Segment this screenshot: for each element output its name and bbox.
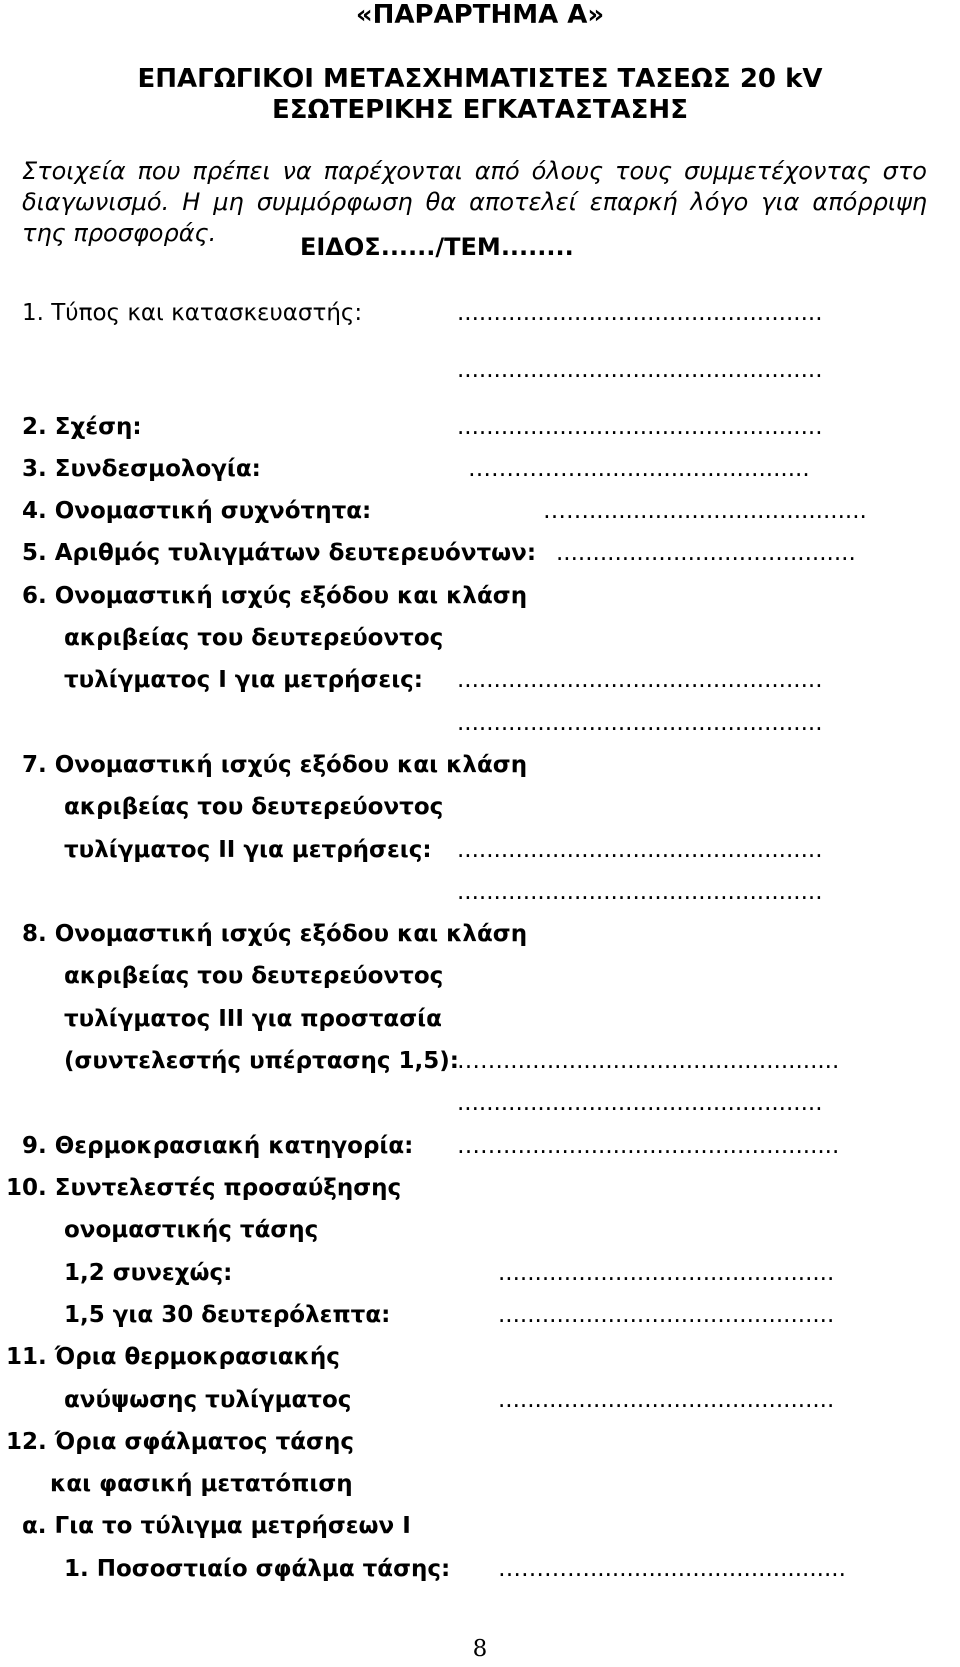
item-10-sub-2-dots[interactable]: .............................................. <box>498 1302 835 1328</box>
item-7-line-3: τυλίγματος ΙΙ για μετρήσεις: <box>64 837 432 863</box>
item-6-dots-b[interactable]: .................................................. <box>457 710 823 736</box>
item-1-dots-b[interactable]: .................................................. <box>457 357 823 383</box>
item-11-line-1: 11. Όρια θερμοκρασιακής <box>6 1344 340 1370</box>
item-2-label: 2. Σχέση: <box>22 414 142 440</box>
item-12-line-2: και φασική μετατόπιση <box>50 1471 353 1497</box>
item-10-sub-2: 1,5 για 30 δευτερόλεπτα: <box>64 1302 391 1328</box>
item-5-label: 5. Αριθμός τυλιγμάτων δευτερευόντων: <box>22 540 537 566</box>
item-7-dots-a[interactable]: .................................................. <box>457 837 823 863</box>
item-1-label: 1. Τύπος και κατασκευαστής: <box>22 300 363 326</box>
item-8-line-4: (συντελεστής υπέρτασης 1,5): <box>64 1048 459 1074</box>
item-10-sub-1: 1,2 συνεχώς: <box>64 1260 233 1286</box>
title-line-1: ΕΠΑΓΩΓΙΚΟΙ ΜΕΤΑΣΧΗΜΑΤΙΣΤΕΣ ΤΑΣΕΩΣ 20 kV <box>137 64 823 94</box>
item-4-dots[interactable]: ……...................................... <box>543 498 867 524</box>
intro-paragraph: Στοιχεία που πρέπει να παρέχονται από όλους τους συμμετέχοντας στο διαγωνισμό. Η μη συμμόρφωση θα αποτελεί επαρκή λόγο για απόρριψη της προσφοράς. <box>22 157 927 247</box>
item-7-line-1: 7. Ονομαστική ισχύς εξόδου και κλάση <box>22 752 528 778</box>
item-5-dots[interactable]: ......................................... <box>556 540 856 566</box>
item-6-line-1: 6. Ονομαστική ισχύς εξόδου και κλάση <box>22 583 528 609</box>
item-6-line-2: ακριβείας του δευτερεύοντος <box>64 625 444 651</box>
item-10-sub-1-dots[interactable]: .............................................. <box>498 1260 835 1286</box>
page-number: 8 <box>472 1636 488 1662</box>
annex-heading: «ΠΑΡΑΡΤΗΜΑ Α» <box>355 0 605 30</box>
item-3-label: 3. Συνδεσμολογία: <box>22 456 261 482</box>
item-2-dots[interactable]: .................................................. <box>457 414 823 440</box>
item-11-line-2: ανύψωσης τυλίγματος <box>64 1387 352 1413</box>
item-10-line-1: 10. Συντελεστές προσαύξησης <box>6 1175 402 1201</box>
item-8-dots-a[interactable]: …….............................................. <box>457 1048 840 1074</box>
item-7-dots-b[interactable]: .................................................. <box>457 879 823 905</box>
item-12-line-1: 12. Όρια σφάλματος τάσης <box>6 1429 354 1455</box>
item-4-label: 4. Ονομαστική συχνότητα: <box>22 498 372 524</box>
item-a-label: α. Για το τύλιγμα μετρήσεων Ι <box>22 1513 411 1539</box>
item-9-label: 9. Θερμοκρασιακή κατηγορία: <box>22 1133 414 1159</box>
item-6-dots-a[interactable]: .................................................. <box>457 667 823 693</box>
item-6-line-3: τυλίγματος Ι για μετρήσεις: <box>64 667 423 693</box>
item-a1-dots[interactable]: …………................................... <box>498 1556 846 1582</box>
item-1-dots-a[interactable]: .................................................. <box>457 300 823 326</box>
item-a1-label: 1. Ποσοστιαίο σφάλμα τάσης: <box>64 1556 451 1582</box>
title-line-2: ΕΣΩΤΕΡΙΚΗΣ ΕΓΚΑΤΑΣΤΑΣΗΣ <box>272 95 688 125</box>
item-9-dots[interactable]: …….............................................. <box>457 1133 840 1159</box>
item-3-dots[interactable]: ……………............................... <box>468 456 810 482</box>
item-8-dots-b[interactable]: .................................................. <box>457 1090 823 1116</box>
kind-line: ΕΙΔΟΣ....../ΤΕΜ........ <box>300 233 574 261</box>
item-7-line-2: ακριβείας του δευτερεύοντος <box>64 794 444 820</box>
item-8-line-3: τυλίγματος ΙΙΙ για προστασία <box>64 1006 442 1032</box>
item-10-line-2: ονομαστικής τάσης <box>64 1217 319 1243</box>
item-8-line-2: ακριβείας του δευτερεύοντος <box>64 963 444 989</box>
item-8-line-1: 8. Ονομαστική ισχύς εξόδου και κλάση <box>22 921 528 947</box>
item-11-dots[interactable]: .............................................. <box>498 1387 835 1413</box>
